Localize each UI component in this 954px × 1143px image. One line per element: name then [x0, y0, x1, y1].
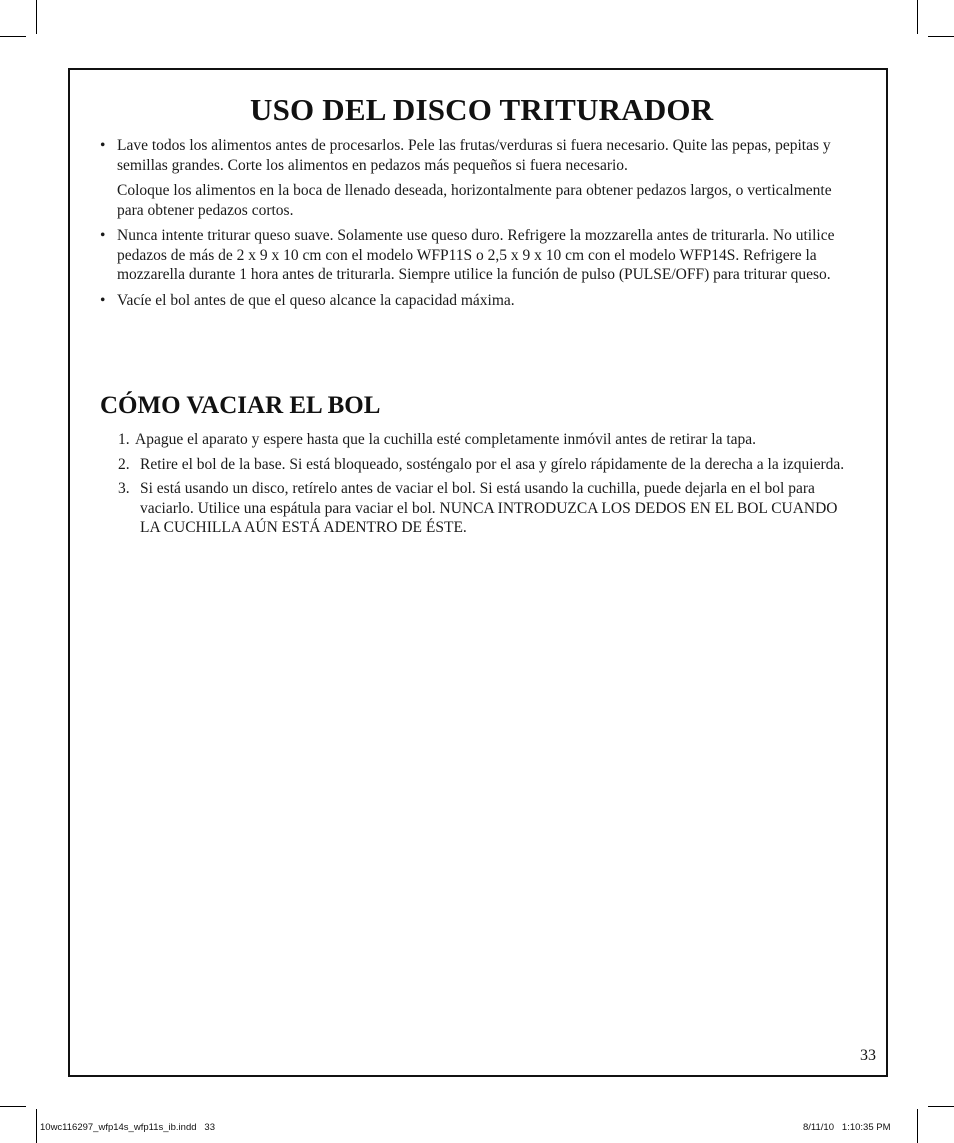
shredding-tips-list	[100, 136, 860, 316]
step-number: 3.	[118, 480, 130, 497]
step-item	[118, 479, 858, 538]
crop-mark-top-left-v	[36, 0, 37, 34]
crop-mark-top-left-h	[0, 36, 26, 37]
list-item	[100, 226, 860, 285]
paragraph: Lave todos los alimentos antes de procesarlos. Pele las frutas/verduras si fuera necesario. Quite las pepas, pepitas y semillas grandes. Corte los alimentos en pedazos más pequeños si fuera necesario.	[117, 137, 831, 174]
step-text: Si está usando un disco, retírelo antes de vaciar el bol. Si está usando la cuchilla, puede dejarla en el bol para vaciarlo. Utilice una espátula para vaciar el bol. NUNCA INTRODUZCA LOS DEDOS EN EL BOL CUANDO LA CUCHILLA AÚN ESTÁ ADENTRO DE ÉSTE.	[140, 480, 838, 536]
paragraph: Vacíe el bol antes de que el queso alcance la capacidad máxima.	[117, 291, 515, 309]
paragraph: Nunca intente triturar queso suave. Solamente use queso duro. Refrigere la mozzarella antes de triturarla. No utilice pedazos de más de 2 x 9 x 10 cm con el modelo WFP11S o 2,5 x 9 x 10 cm con el modelo WFP14S. Refrigere la mozzarella durante 1 hora antes de triturarla. Siempre utilice la función de pulso (PULSE/OFF) para triturar queso.	[117, 227, 835, 283]
step-item	[118, 455, 858, 475]
crop-mark-bottom-right-v	[917, 1109, 918, 1143]
crop-mark-top-right-v	[917, 0, 918, 34]
slug-timestamp: 8/11/10 1:10:35 PM	[803, 1122, 891, 1133]
bullet-symbol: •	[100, 137, 106, 154]
crop-mark-bottom-right-h	[928, 1106, 954, 1107]
page-number: 33	[860, 1047, 876, 1064]
slug-file-info: 10wc116297_wfp14s_wfp11s_ib.indd 33	[40, 1122, 215, 1133]
page-frame	[68, 68, 888, 1077]
section-title-emptying-bowl: CÓMO VACIAR EL BOL	[100, 392, 381, 419]
crop-mark-bottom-left-v	[36, 1109, 37, 1143]
step-item	[118, 430, 858, 450]
bullet-symbol: •	[100, 227, 106, 244]
list-item	[100, 291, 860, 311]
emptying-steps-list	[118, 430, 858, 543]
crop-mark-top-right-h	[928, 36, 954, 37]
step-text: Retire el bol de la base. Si está bloqueado, sosténgalo por el asa y gírelo rápidamente de la derecha a la izquierda.	[140, 455, 845, 473]
step-text: Apague el aparato y espere hasta que la cuchilla esté completamente inmóvil antes de retirar la tapa.	[135, 431, 757, 448]
paragraph: Coloque los alimentos en la boca de llenado deseada, horizontalmente para obtener pedazos largos, o verticalmente para obtener pedazos cortos.	[117, 182, 832, 219]
bullet-symbol: •	[100, 291, 106, 309]
section-title-shredding-disc: USO DEL DISCO TRITURADOR	[250, 92, 714, 127]
step-number: 2.	[118, 455, 130, 473]
crop-mark-bottom-left-h	[0, 1106, 26, 1107]
step-number: 1.	[118, 431, 130, 448]
list-item	[100, 136, 860, 220]
